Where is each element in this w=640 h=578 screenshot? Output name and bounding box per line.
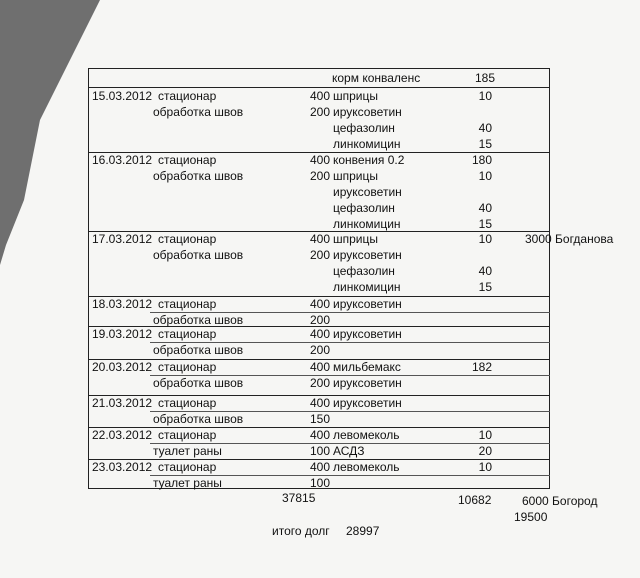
item-qty: 15 [478,137,492,151]
item-label: цефазолин [333,264,395,278]
item-qty: 10 [478,89,492,103]
service-price: 400 [309,232,330,246]
item-qty: 40 [478,121,492,135]
paid-total: 19500 [514,510,548,524]
service-price: 400 [309,153,330,167]
services-total: 37815 [282,491,316,505]
debt-value: 28997 [346,524,380,538]
service-price: 400 [309,460,330,474]
item-label: линкомицин [333,217,401,231]
item-label: шприцы [333,232,378,246]
top-row-item: корм конваленс [332,71,421,85]
item-qty: 40 [478,264,492,278]
item-label: линкомицин [333,137,401,151]
item-qty: 15 [478,280,492,294]
service-label: стационар [158,360,217,374]
item-qty: 10 [478,232,492,246]
day-date: 19.03.2012 [92,327,153,341]
top-row-qty: 185 [474,71,495,85]
item-label: ируксоветин [333,396,402,410]
service-price: 100 [309,444,330,458]
table-top-line [88,68,550,69]
service-price: 200 [309,343,330,357]
item-label: конвения 0.2 [333,153,405,167]
table-left-border [88,68,89,488]
day-date: 16.03.2012 [92,153,153,167]
item-label: ируксоветин [333,297,402,311]
item-qty: 180 [471,153,492,167]
item-label: линкомицин [333,280,401,294]
service-price: 200 [309,376,330,390]
day-date: 20.03.2012 [92,360,153,374]
item-label: АСДЗ [333,444,365,458]
service-price: 200 [309,313,330,327]
item-label: цефазолин [333,201,395,215]
item-qty: 40 [478,201,492,215]
service-price: 150 [309,412,330,426]
service-label: обработка швов [153,412,244,426]
day-date: 22.03.2012 [92,428,153,442]
service-label: обработка швов [153,313,244,327]
service-label: стационар [158,89,217,103]
item-qty: 10 [478,428,492,442]
item-label: шприцы [333,89,378,103]
item-qty: 20 [478,444,492,458]
service-label: стационар [158,153,217,167]
service-label: стационар [158,428,217,442]
service-label: туалет раны [153,476,222,490]
item-label: цефазолин [333,121,395,135]
medicines-total: 10682 [458,493,492,507]
service-price: 200 [309,248,330,262]
day-date: 18.03.2012 [92,297,153,311]
service-price: 400 [309,327,330,341]
service-price: 400 [309,89,330,103]
service-label: обработка швов [153,343,244,357]
debt-label: итого долг [272,524,330,538]
item-qty: 182 [471,360,492,374]
item-label: левомеколь [333,428,400,442]
table-right-border [549,68,550,488]
payment-note-2: 6000 Богород [522,494,598,508]
item-qty: 10 [478,169,492,183]
item-qty: 10 [478,460,492,474]
day-date: 23.03.2012 [92,460,153,474]
service-label: обработка швов [153,169,244,183]
item-label: ируксоветин [333,376,402,390]
service-price: 400 [309,428,330,442]
service-label: стационар [158,232,217,246]
service-price: 400 [309,297,330,311]
day-date: 17.03.2012 [92,232,153,246]
service-label: обработка швов [153,376,244,390]
service-label: обработка швов [153,248,244,262]
item-qty: 15 [478,217,492,231]
service-label: стационар [158,460,217,474]
item-label: ируксоветин [333,185,402,199]
day-date: 21.03.2012 [92,396,153,410]
service-label: туалет раны [153,444,222,458]
item-label: мильбемакс [333,360,401,374]
item-label: шприцы [333,169,378,183]
table-line [88,87,550,88]
service-label: обработка швов [153,105,244,119]
item-label: левомеколь [333,460,400,474]
item-label: ируксоветин [333,327,402,341]
service-price: 200 [309,169,330,183]
service-label: стационар [158,327,217,341]
payment-note: 3000 Богданова [525,232,614,246]
service-label: стационар [158,297,217,311]
service-price: 400 [309,360,330,374]
service-label: стационар [158,396,217,410]
service-price: 400 [309,396,330,410]
service-price: 200 [309,105,330,119]
item-label: ируксоветин [333,248,402,262]
day-date: 15.03.2012 [92,89,153,103]
item-label: ируксоветин [333,105,402,119]
service-price: 100 [309,476,330,490]
